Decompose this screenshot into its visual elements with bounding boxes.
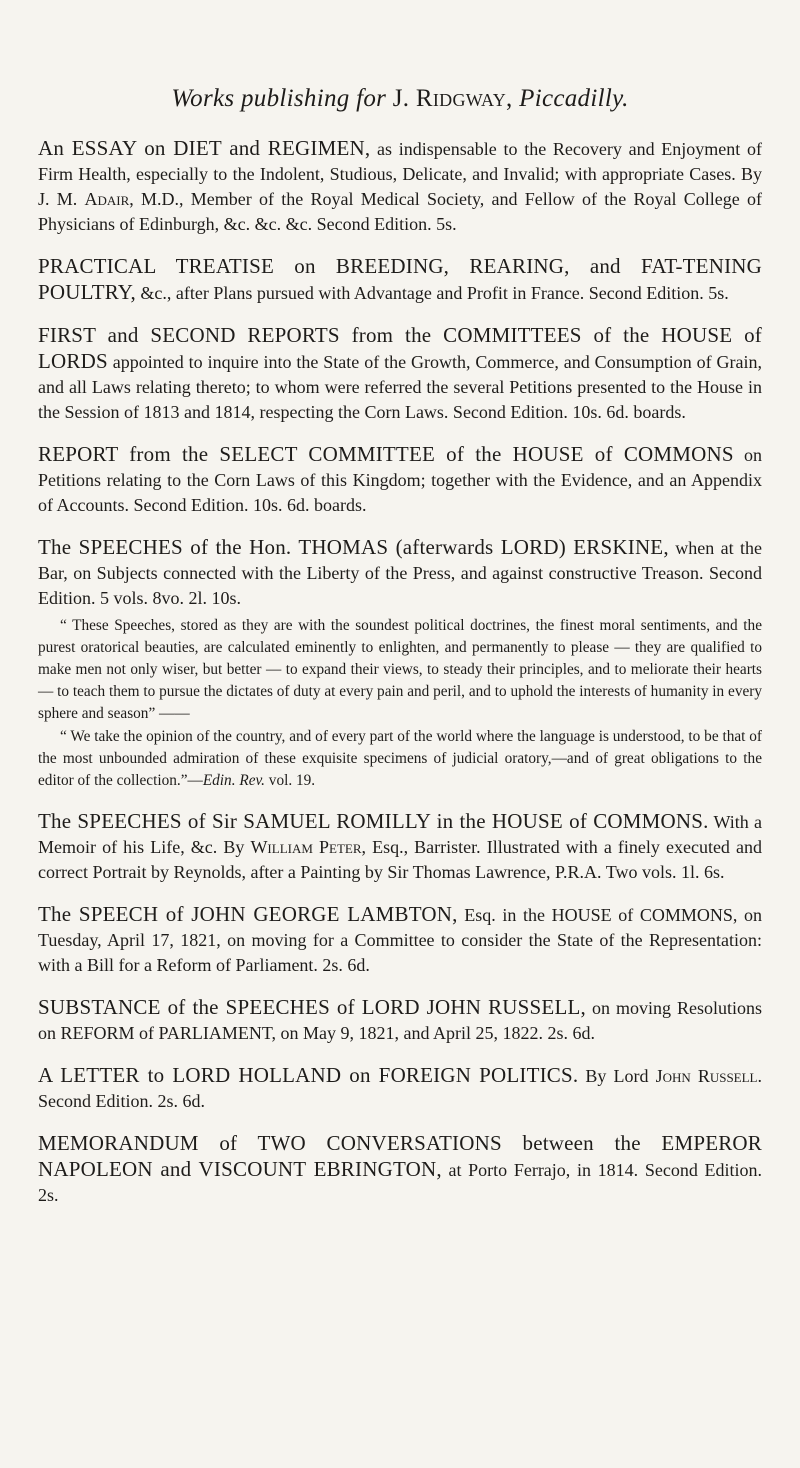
- entry-body: as indispensable to the Recovery and Enjoyment of Firm Health, especially to the Indolent, Studious, Delicate, and Invalid; with appropriate Cases. By J. M.: [38, 139, 763, 209]
- running-head-prefix: Works publishing for: [171, 85, 387, 112]
- entry-heading: An ESSAY on DIET and REGIMEN,: [38, 136, 371, 160]
- entry-body: &c., after Plans pursued with Advantage and Profit in France. Second Edition. 5s.: [140, 283, 729, 303]
- review-quotes: [38, 615, 762, 792]
- running-head-place: Piccadilly.: [519, 85, 629, 112]
- catalogue-entry: [38, 442, 762, 518]
- entry-body-continued: M.D., Member of the Royal Medical Society, and Fellow of the Royal College of Physicians of Edinburgh, &c. &c. &c. Second Edition. 5s.: [38, 189, 762, 234]
- entry-heading: MEMORANDUM of TWO CONVERSATIONS between the EMPEROR NAPOLEON and VISCOUNT EBRINGTON,: [38, 1131, 762, 1181]
- catalogue-entry: [38, 1063, 762, 1114]
- entry-body: appointed to inquire into the State of the Growth, Commerce, and Consumption of Grain, and all Laws relating thereto; to whom were referred the several Petitions presented to the House in the Session of 1813 and 1814, respecting the Corn Laws. Second Edition. 10s. 6d. boards.: [38, 352, 762, 422]
- catalogue-entry: [38, 535, 762, 792]
- entry-author: Adair,: [84, 189, 134, 209]
- catalogue-entry: [38, 1131, 762, 1208]
- entry-body: With a Memoir of his Life, &c. By: [38, 812, 762, 857]
- entry-heading: The SPEECHES of Sir SAMUEL ROMILLY in the HOUSE of COMMONS.: [38, 809, 709, 833]
- entry-body-continued: Second Edition. 2s. 6d.: [38, 1091, 205, 1111]
- entry-heading: The SPEECH of JOHN GEORGE LAMBTON,: [38, 902, 458, 926]
- running-head: [38, 84, 762, 114]
- entry-heading: REPORT from the SELECT COMMITTEE of the HOUSE of COMMONS: [38, 442, 734, 466]
- entry-body: on moving Resolutions on REFORM of PARLIAMENT, on May 9, 1821, and April 25, 1822. 2s. 6d.: [38, 998, 763, 1043]
- entry-author: William Peter,: [250, 837, 366, 857]
- review-volume: vol. 19.: [268, 772, 316, 789]
- entry-body-continued: Esq., Barrister. Illustrated with a finely executed and correct Portrait by Reynolds, after a Painting by Sir Thomas Lawrence, P.R.A. Two vols. 1l. 6s.: [38, 837, 762, 882]
- entry-heading: A LETTER to LORD HOLLAND on FOREIGN POLITICS.: [38, 1063, 579, 1087]
- review-source: Edin. Rev.: [202, 772, 265, 789]
- entry-heading: PRACTICAL TREATISE on BREEDING, REARING, and FAT-TENING POULTRY,: [38, 254, 762, 304]
- entry-author: John Russell.: [655, 1066, 762, 1086]
- catalogue-entry: [38, 995, 762, 1046]
- catalogue-entry: [38, 809, 762, 885]
- entry-body: on Petitions relating to the Corn Laws of this Kingdom; together with the Evidence, and an Appendix of Accounts. Second Edition. 10s. 6d. boards.: [38, 445, 762, 515]
- entry-heading: SUBSTANCE of the SPEECHES of LORD JOHN RUSSELL,: [38, 995, 586, 1019]
- catalogue-entry: [38, 254, 762, 306]
- running-head-initial: J.: [392, 85, 410, 112]
- catalogue-entry: [38, 323, 762, 425]
- review-quote: “ These Speeches, stored as they are with the soundest political doctrines, the finest moral sentiments, and the purest oratorical beauties, are calculated eminently to enlighten, and permanently to please — they are qualified to make men not only wiser, but better — to expand their views, to steady their principles, and to meliorate their hearts — to teach them to pursue the dictates of duty at every pain and peril, and to uphold the interests of humanity in every sphere and season” ——: [38, 617, 762, 722]
- catalogue-entry: [38, 902, 762, 978]
- entry-heading: The SPEECHES of the Hon. THOMAS (afterwards LORD) ERSKINE,: [38, 535, 669, 559]
- entry-body: at Porto Ferrajo, in 1814. Second Edition. 2s.: [38, 1160, 763, 1205]
- entry-body: By Lord: [585, 1066, 649, 1086]
- catalogue-entry: [38, 136, 762, 237]
- review-quote-text: “ We take the opinion of the country, and of every part of the world where the language is understood, to be that of the most unbounded admiration of these exquisite specimens of judicial oratory,—and of great obligations to the editor of the collection.”—: [38, 728, 762, 789]
- entry-body: Esq. in the HOUSE of COMMONS, on Tuesday, April 17, 1821, on moving for a Committee to consider the State of the Representation: with a Bill for a Reform of Parliament. 2s. 6d.: [38, 905, 762, 975]
- entry-heading: FIRST and SECOND REPORTS from the COMMITTEES of the HOUSE of LORDS: [38, 323, 762, 373]
- entry-body: when at the Bar, on Subjects connected with the Liberty of the Press, and against constructive Treason. Second Edition. 5 vols. 8vo. 2l. 10s.: [38, 538, 763, 608]
- running-head-publisher: Ridgway,: [415, 85, 513, 112]
- review-quote: [38, 726, 762, 792]
